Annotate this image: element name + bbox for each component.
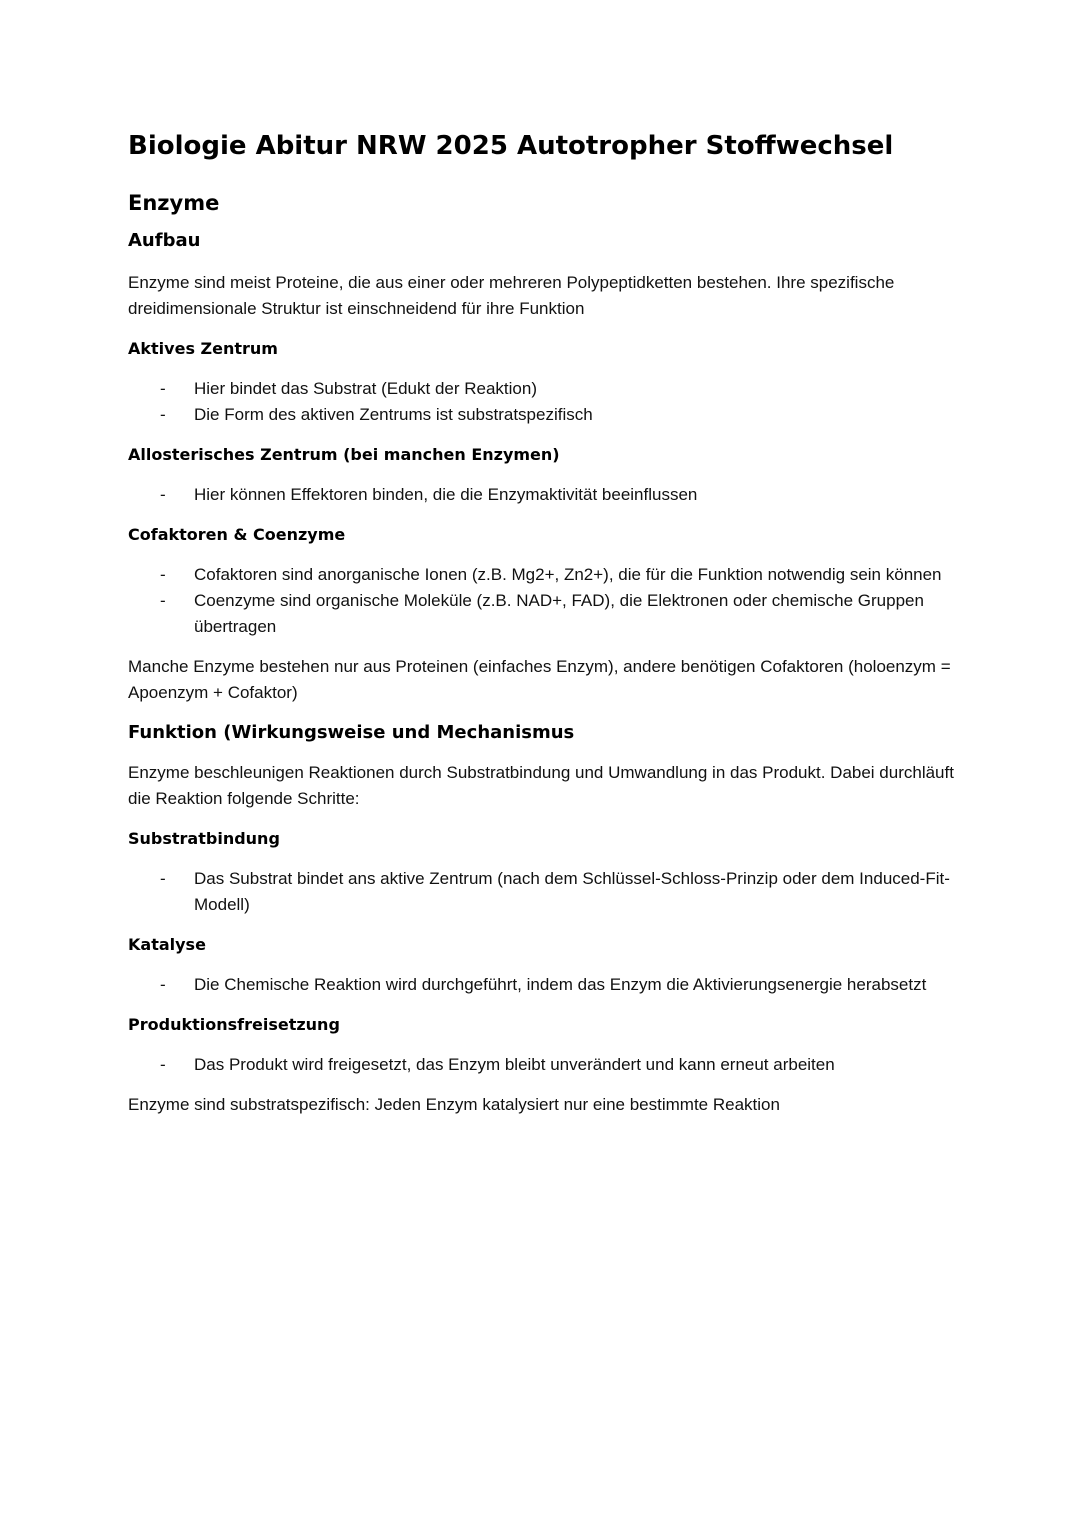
list-aktives-zentrum [128, 376, 958, 428]
list-produktionsfreisetzung [128, 1052, 958, 1078]
paragraph-aufbau: Enzyme sind meist Proteine, die aus einer oder mehreren Polypeptidketten bestehen. Ihre spezifische dreidimensionale Struktur ist einschneidend für ihre Funktion [128, 273, 895, 318]
paragraph-cofaktoren-note: Manche Enzyme bestehen nur aus Proteinen (einfaches Enzym), andere benötigen Cofaktoren (holoenzym = Apoenzym + Cofaktor) [128, 657, 951, 702]
subheading-cofaktoren: Cofaktoren & Coenzyme [128, 525, 346, 544]
bullet-dash: - [160, 975, 166, 994]
subheading-aufbau: Aufbau [128, 230, 201, 251]
list-item: - Hier können Effektoren binden, die die Enzymaktivität beeinflussen [128, 482, 958, 508]
document-page [128, 126, 958, 1132]
list-item: - Die Chemische Reaktion wird durchgeführt, indem das Enzym die Aktivierungsenergie herabsetzt [128, 972, 958, 998]
subheading-katalyse: Katalyse [128, 935, 206, 954]
bullet-dash: - [160, 869, 166, 888]
section-heading-enzyme: Enzyme [128, 191, 220, 215]
subheading-allosterisches-zentrum: Allosterisches Zentrum (bei manchen Enzymen) [128, 445, 560, 464]
list-item: - Die Form des aktiven Zentrums ist substratspezifisch [128, 402, 958, 428]
paragraph-closing: Enzyme sind substratspezifisch: Jeden Enzym katalysiert nur eine bestimmte Reaktion [128, 1095, 780, 1114]
subheading-produktionsfreisetzung: Produktionsfreisetzung [128, 1015, 340, 1034]
section-heading-funktion: Funktion (Wirkungsweise und Mechanismus [128, 722, 575, 743]
subheading-aktives-zentrum: Aktives Zentrum [128, 339, 278, 358]
list-item: - Coenzyme sind organische Moleküle (z.B. NAD+, FAD), die Elektronen oder chemische Gruppen übertragen [128, 588, 958, 640]
bullet-dash: - [160, 405, 166, 424]
list-item: - Cofaktoren sind anorganische Ionen (z.B. Mg2+, Zn2+), die für die Funktion notwendig sein können [128, 562, 958, 588]
list-item: - Das Substrat bindet ans aktive Zentrum (nach dem Schlüssel-Schloss-Prinzip oder dem Induced-Fit-Modell) [128, 866, 958, 918]
list-allosterisches-zentrum [128, 482, 958, 508]
list-substratbindung [128, 866, 958, 918]
list-katalyse [128, 972, 958, 998]
bullet-dash: - [160, 565, 166, 584]
paragraph-funktion-intro: Enzyme beschleunigen Reaktionen durch Substratbindung und Umwandlung in das Produkt. Dabei durchläuft die Reaktion folgende Schritte: [128, 763, 954, 808]
list-cofaktoren [128, 562, 958, 640]
bullet-dash: - [160, 591, 166, 610]
bullet-dash: - [160, 379, 166, 398]
bullet-dash: - [160, 485, 166, 504]
subheading-substratbindung: Substratbindung [128, 829, 280, 848]
bullet-dash: - [160, 1055, 166, 1074]
list-item: - Hier bindet das Substrat (Edukt der Reaktion) [128, 376, 958, 402]
document-title: Biologie Abitur NRW 2025 Autotropher Stoffwechsel [128, 131, 894, 161]
list-item: - Das Produkt wird freigesetzt, das Enzym bleibt unverändert und kann erneut arbeiten [128, 1052, 958, 1078]
